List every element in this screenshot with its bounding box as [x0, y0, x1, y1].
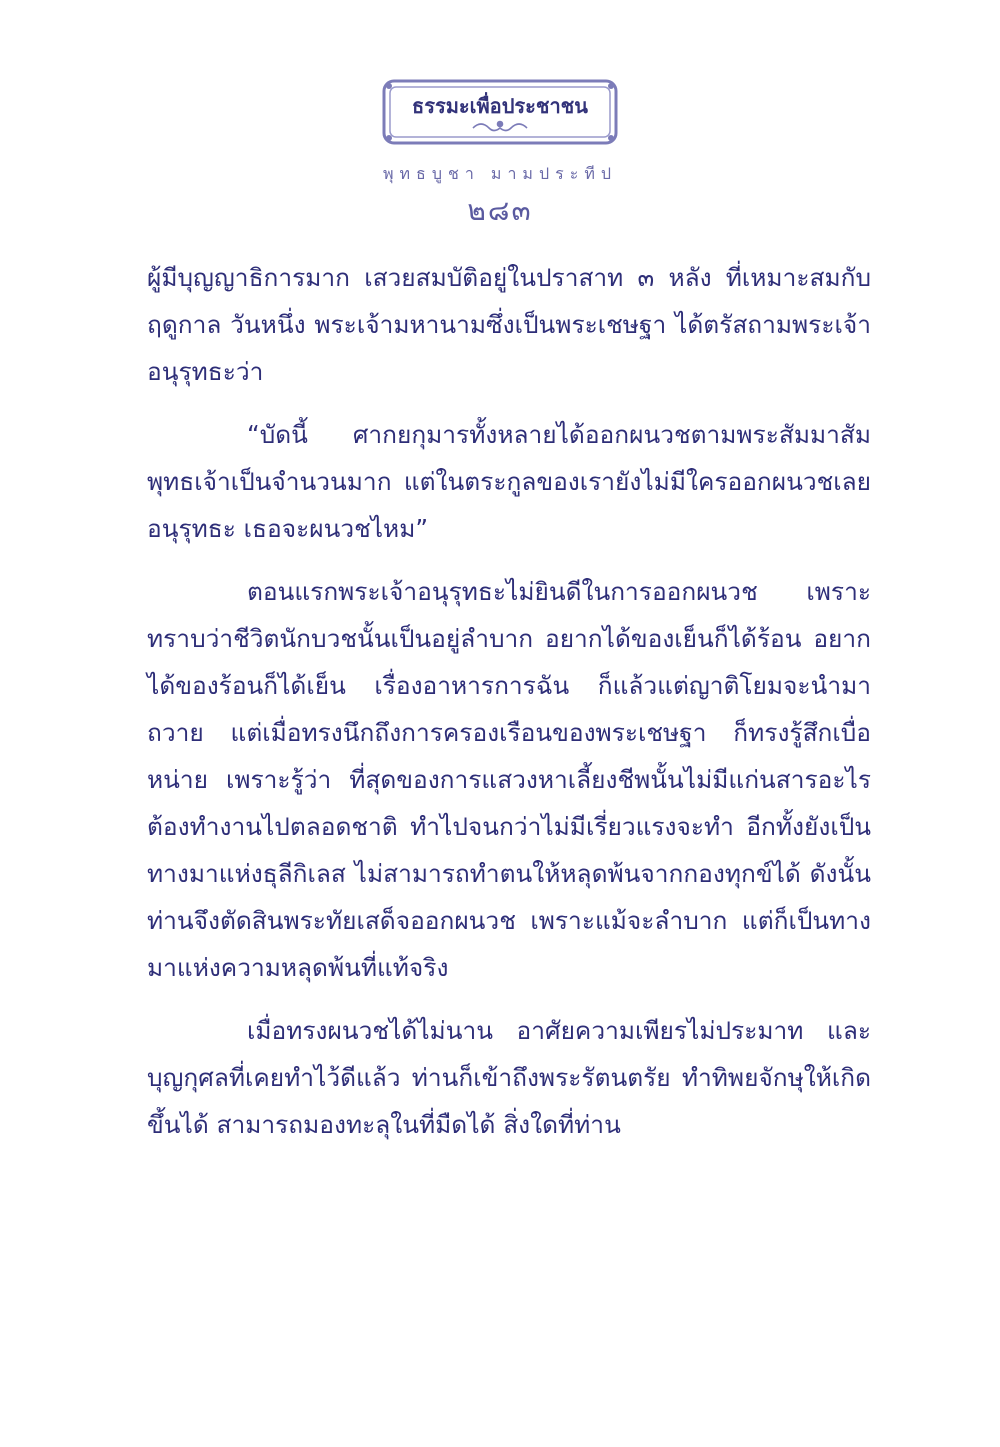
page-number: ๒๘๓ — [467, 194, 533, 227]
main-text — [147, 254, 871, 1164]
paragraph: “บัดนี้ ศากยกุมารทั้งหลายได้ออกผนวชตามพระสัมมาสัมพุทธเจ้าเป็นจำนวนมาก แต่ในตระกูลของเรายังไม่มีใครออกผนวชเลย อนุรุทธะ เธอจะผนวชไหม” — [147, 420, 871, 543]
paragraph: ตอนแรกพระเจ้าอนุรุทธะไม่ยินดีในการออกผนวช เพราะทราบว่าชีวิตนักบวชนั้นเป็นอยู่ลำบาก อยากได้ของเย็นก็ได้ร้อน อยากได้ของร้อนก็ได้เย็น เรื่องอาหารการฉัน ก็แล้วแต่ญาติโยมจะนำมาถวาย แต่เมื่อทรงนึกถึงการครองเรือนของพระเชษฐา ก็ทรงรู้สึกเบื่อหน่าย เพราะรู้ว่า ที่สุดของการแสวงหาเลี้ยงชีพนั้นไม่มีแก่นสารอะไร ต้องทำงานไปตลอดชาติ ทำไปจนกว่าไม่มีเรี่ยวแรงจะทำ อีกทั้งยังเป็นทางมาแห่งธุลีกิเลส ไม่สามารถทำตนให้หลุดพ้นจากกองทุกข์ได้ ดังนั้นท่านจึงตัดสินพระทัยเสด็จออกผนวช เพราะแม้จะลำบาก แต่ก็เป็นทางมาแห่งความหลุดพ้นที่แท้จริง — [147, 577, 871, 982]
flourish-ornament-icon — [473, 122, 527, 131]
page-header — [0, 78, 1000, 233]
logo-title: ธรรมะเพื่อประชาชน — [412, 94, 588, 118]
paragraph: เมื่อทรงผนวชได้ไม่นาน อาศัยความเพียรไม่ประมาท และบุญกุศลที่เคยทำไว้ดีแล้ว ท่านก็เข้าถึงพระรัตนตรัย ทำทิพยจักษุให้เกิดขึ้นได้ สามารถมองทะลุในที่มืดได้ สิ่งใดที่ท่าน — [147, 1016, 871, 1139]
book-subtitle: พุทธบูชา มามประทีป — [382, 164, 618, 183]
book-logo — [381, 78, 619, 156]
paragraph: ผู้มีบุญญาธิการมาก เสวยสมบัติอยู่ในปราสาท ๓ หลัง ที่เหมาะสมกับฤดูกาล วันหนึ่ง พระเจ้ามหานามซึ่งเป็นพระเชษฐา ได้ตรัสถามพระเจ้าอนุรุทธะว่า — [147, 263, 871, 386]
